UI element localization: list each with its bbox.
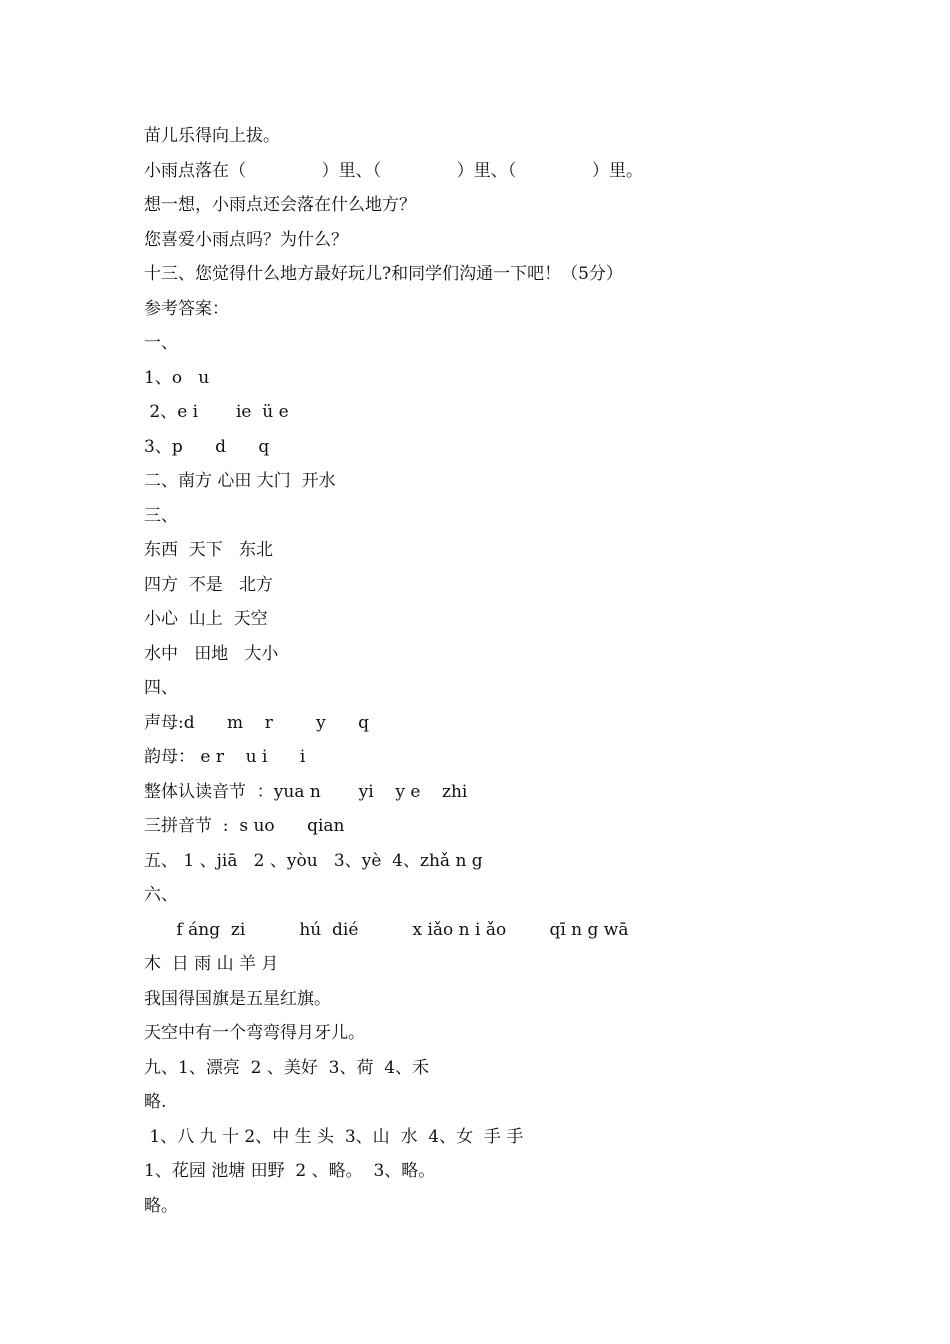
answer-line: 四方 不是 北方 <box>144 575 274 595</box>
answer-line: 二、南方 心田 大门 开水 <box>144 471 336 491</box>
answer-section-label: 六、 <box>144 885 178 905</box>
answer-line: 1、八 九 十 2、中 生 头 3、山 水 4、女 手 手 <box>144 1127 524 1147</box>
answer-line: 小心 山上 天空 <box>144 609 268 629</box>
answer-line: 3、p d q <box>144 437 270 457</box>
answer-line: 木 日 雨 山 羊 月 <box>144 954 279 974</box>
answer-line: 水中 田地 大小 <box>144 644 279 664</box>
question-line: 您喜爱小雨点吗？为什么？ <box>144 230 348 250</box>
answer-line: 1、花园 池塘 田野 2 、略。 3、略。 <box>144 1161 436 1181</box>
answer-line: 略。 <box>144 1196 178 1216</box>
answer-section-label: 四、 <box>144 678 178 698</box>
answer-line: 韵母： e r u i i <box>144 747 306 767</box>
answer-line: 1、o u <box>144 368 210 388</box>
fill-in-blank-line: 小雨点落在（ ）里、（ ）里、（ ）里。 <box>144 161 643 181</box>
answer-line: 整体认读音节 ：yua n yi y e zhi <box>144 782 468 802</box>
answer-line: 略. <box>144 1092 167 1112</box>
section-heading: 十三、您觉得什么地方最好玩儿?和同学们沟通一下吧！（5分） <box>144 264 623 284</box>
answer-section-label: 三、 <box>144 506 178 526</box>
answer-section-label: 一、 <box>144 333 178 353</box>
answer-line: 五、 1 、jiā 2 、yòu 3、yè 4、zhǎ n g <box>144 851 483 871</box>
answer-line: 我国得国旗是五星红旗。 <box>144 989 331 1009</box>
answer-line: 九、1、漂亮 2 、美好 3、荷 4、禾 <box>144 1058 430 1078</box>
answer-line: 天空中有一个弯弯得月牙儿。 <box>144 1023 365 1043</box>
answer-line: 东西 天下 东北 <box>144 540 274 560</box>
answer-line: 声母:d m r y q <box>144 713 370 733</box>
pinyin-line: f áng zi hú dié x iǎo n i ǎo qī n g wā <box>144 920 629 940</box>
text-line: 苗儿乐得向上拔。 <box>144 126 280 146</box>
answer-line: 2、e i ie ü e <box>144 402 289 422</box>
answer-line: 三拼音节 : s uo qian <box>144 816 345 836</box>
answer-key-heading: 参考答案： <box>144 299 229 319</box>
question-line: 想一想，小雨点还会落在什么地方？ <box>144 195 416 215</box>
